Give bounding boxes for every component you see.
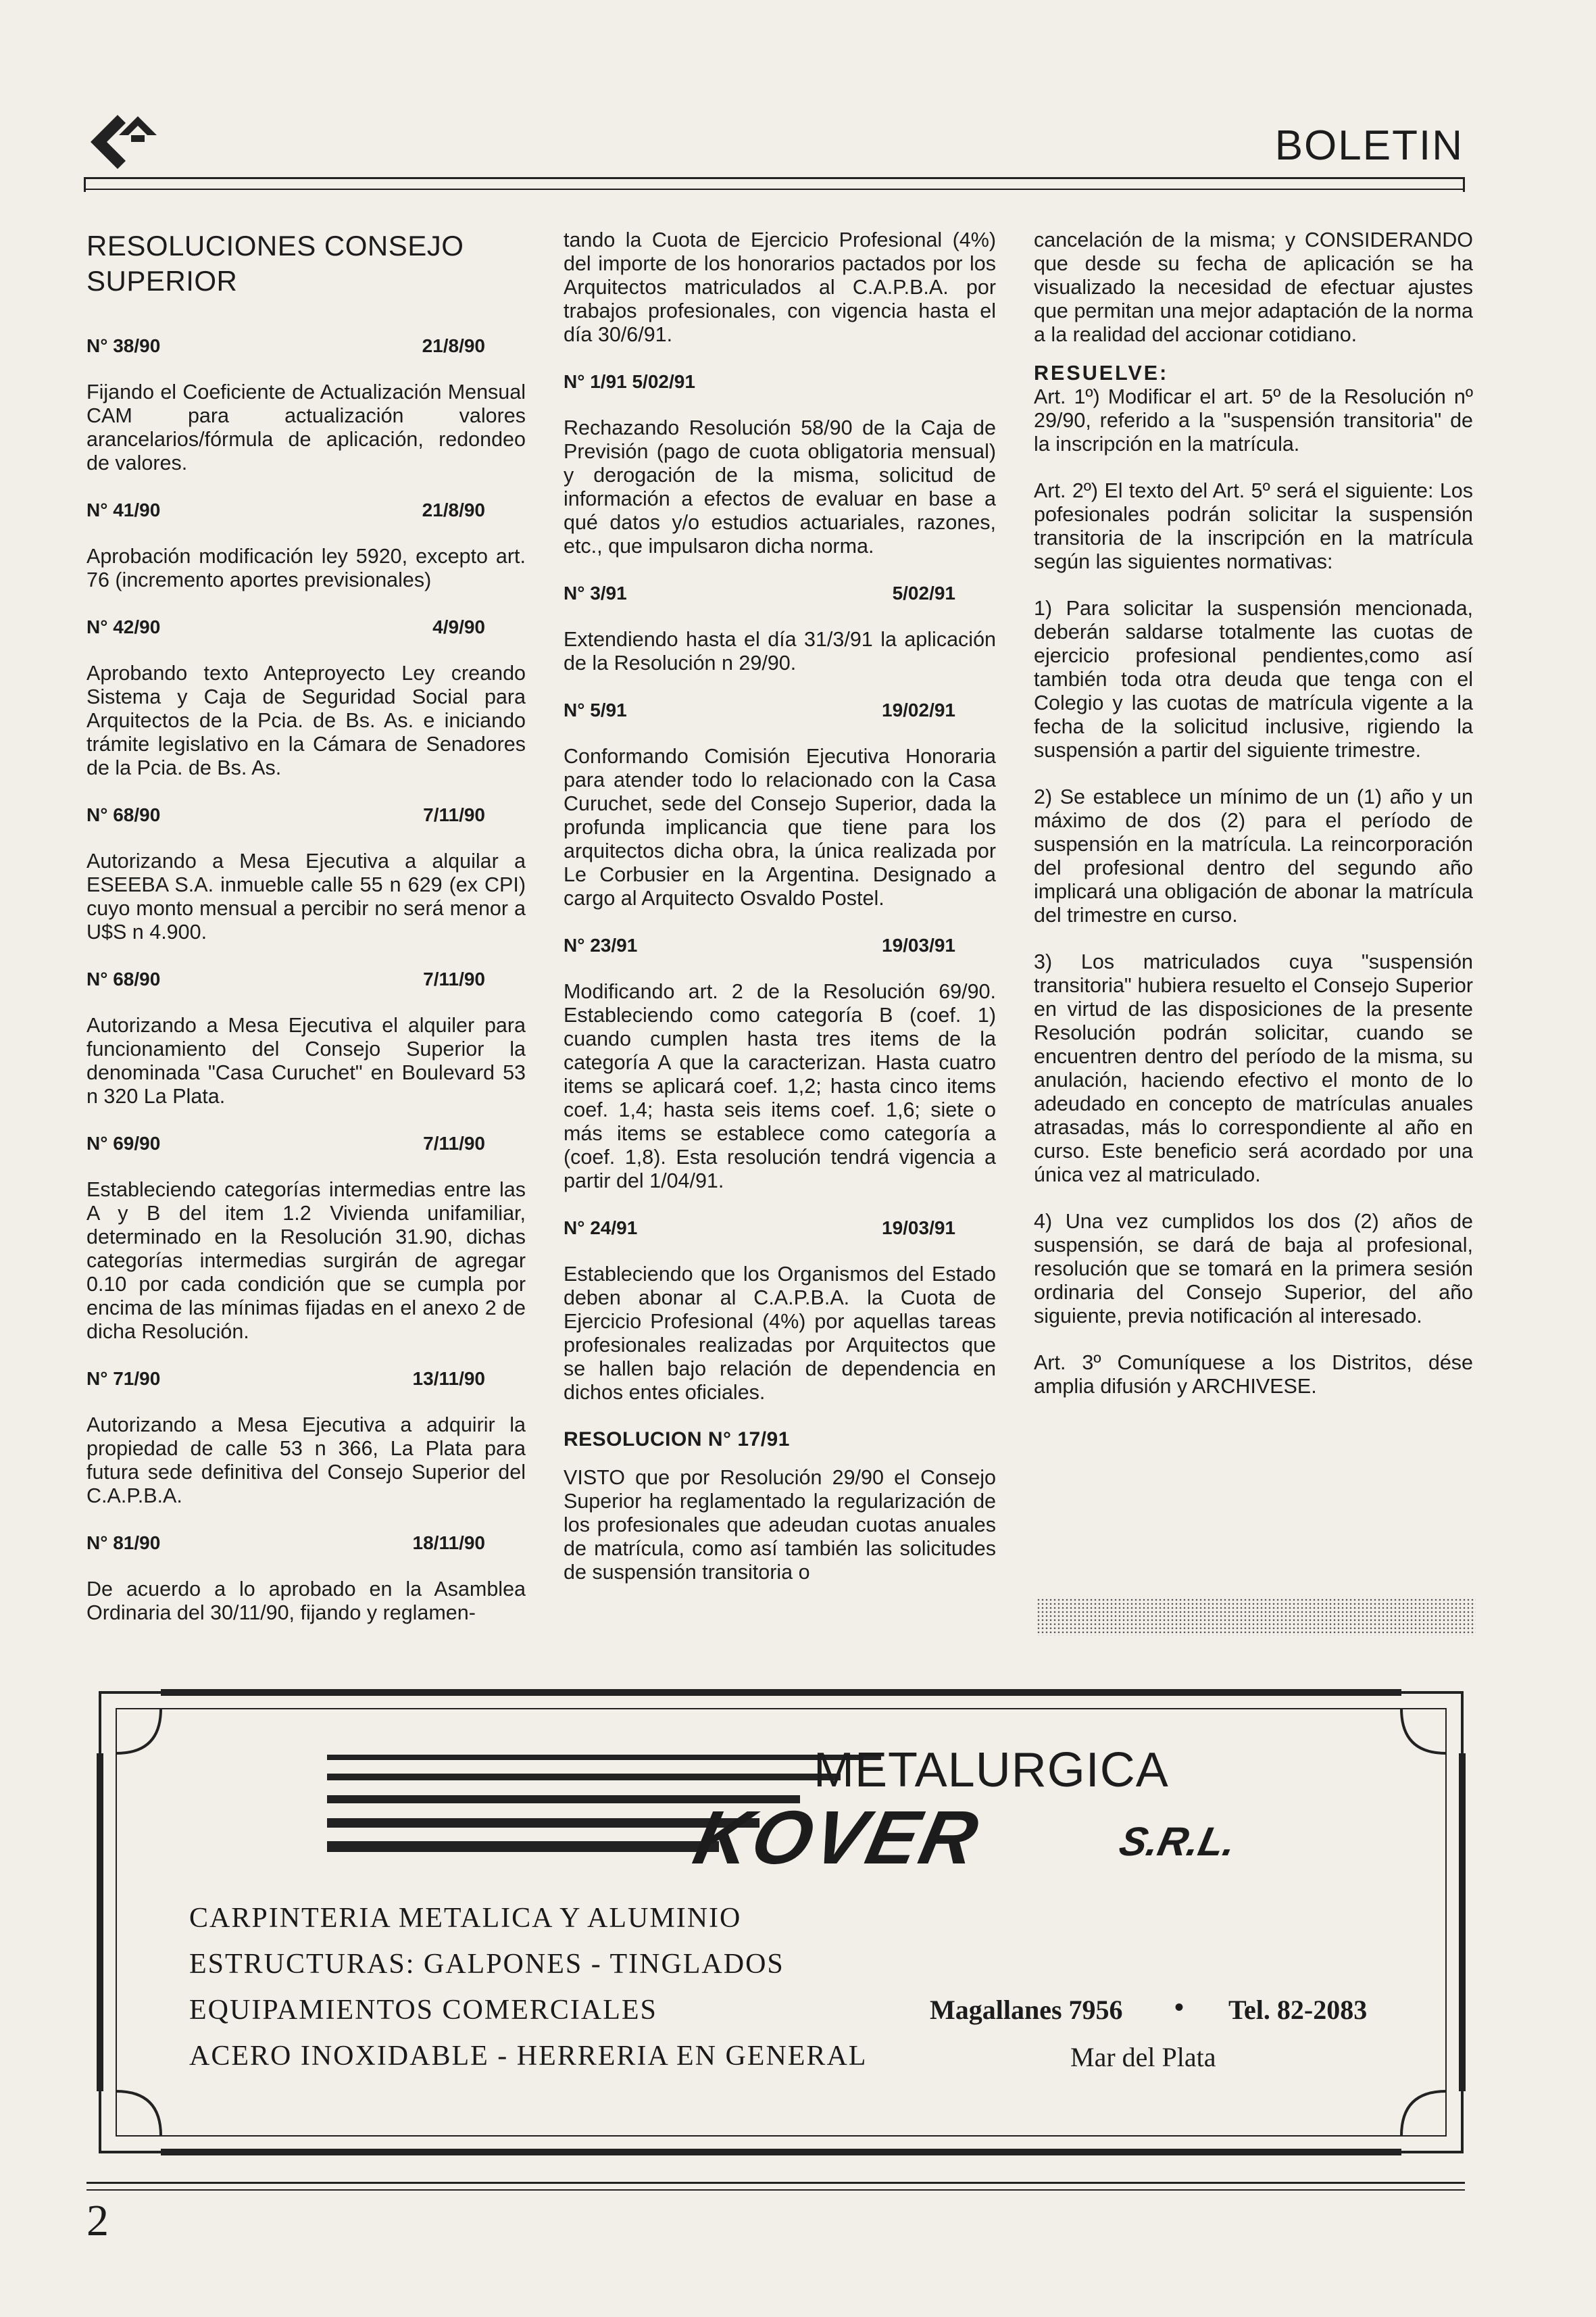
- resolution-entry: [564, 581, 996, 675]
- column-1: [86, 228, 526, 1648]
- norm-1: 1) Para solicitar la suspensión mencionada, deberán saldarse totalmente las cuotas de ejercicio profesional pendientes,como así también toda otra deuda que tenga con el Colegio y las cuotas de matrícula vigente a la fecha de la solicitud inclusive, rigiendo la suspensión a partir del siguiente trimestre.: [1034, 597, 1473, 762]
- entry-header: [86, 1367, 526, 1390]
- advert-line-1: CARPINTERIA METALICA Y ALUMINIO: [189, 1903, 742, 1934]
- entry-header: [564, 581, 996, 605]
- norm-2: 2) Se establece un mínimo de un (1) año y un máximo de dos (2) para el período de suspensión en la matrícula. La reincorporación del profesional dentro del segundo año implicará una obligación de abonar la matrícula del trimestre en curso.: [1034, 785, 1473, 927]
- entry-text: Estableciendo categorías intermedias entre las A y B del item 1.2 Vivienda unifamiliar, determinado en la Resolución 31.90, dichas categorías intermedias surgirán de agregar 0.10 por cada condición que se cumpla por encima de las mínimas fijadas en el anexo 2 de dicha Resolución.: [86, 1178, 526, 1343]
- advert-line-4: ACERO INOXIDABLE - HERRERIA EN GENERAL: [189, 2041, 868, 2072]
- entry-date: 7/11/90: [423, 804, 485, 825]
- entry-number: N° 42/90: [86, 616, 161, 637]
- entry-number: N° 3/91: [564, 583, 627, 604]
- norm-3: 3) Los matriculados cuya "suspensión transitoria" hubiera resuelto el Consejo Superior en virtud de las disposiciones de la presente Resolución podrán solicitar, cuando se encuentren dentro del período de la misma, su anulación, haciendo efectivo el monto de lo adeudado en concepto de matrículas anuales atrasadas, más lo correspondiente al año en curso. Este beneficio será acordado por una única vez al matriculado.: [1034, 950, 1473, 1186]
- entry-header: [564, 1216, 996, 1240]
- entry-number: N° 38/90: [86, 335, 161, 356]
- entry-header: [564, 370, 996, 393]
- entry-number: N° 23/91: [564, 935, 638, 956]
- entry-date: 21/8/90: [422, 335, 485, 356]
- entry-header: [86, 498, 526, 522]
- entry-number: N° 1/91 5/02/91: [564, 371, 695, 392]
- entry-text: De acuerdo a lo aprobado en la Asamblea Ordinaria del 30/11/90, fijando y reglamen-: [86, 1578, 526, 1624]
- entry-header: [86, 803, 526, 827]
- entry-text: Aprobación modificación ley 5920, excepto art. 76 (incremento aportes previsionales): [86, 545, 526, 591]
- resolution-entry: [86, 803, 526, 944]
- entry-date: 7/11/90: [423, 969, 485, 990]
- entry-header: [564, 933, 996, 957]
- article-1: Art. 1º) Modificar el art. 5º de la Resolución nº 29/90, referido a la "suspensión transitoria" de la inscripción en la matrícula.: [1034, 385, 1473, 456]
- header-title: BOLETIN: [1274, 122, 1464, 169]
- entry-number: N° 68/90: [86, 969, 161, 990]
- entry-text: Autorizando a Mesa Ejecutiva el alquiler para funcionamiento del Consejo Superior la denominada "Casa Curuchet" en Boulevard 53 n 320 La Plata.: [86, 1014, 526, 1108]
- resolution-entry: [86, 334, 526, 475]
- resolution-entry: [86, 1367, 526, 1508]
- entry-header: [86, 1531, 526, 1555]
- entry-date: 4/9/90: [432, 616, 485, 637]
- resolution-entry: [86, 498, 526, 592]
- entry-date: 13/11/90: [412, 1368, 485, 1389]
- entry-date: 19/03/91: [882, 1217, 955, 1238]
- entry-number: N° 71/90: [86, 1368, 161, 1389]
- resolution-entry: [564, 698, 996, 910]
- norm-4: 4) Una vez cumplidos los dos (2) años de suspensión, se dará de baja al profesional, resolución que se tomará en la primera sesión ordinaria del Consejo Superior, del año siguiente, previa notificación al interesado.: [1034, 1210, 1473, 1327]
- entry-header: [86, 334, 526, 358]
- entry-text: Autorizando a Mesa Ejecutiva a adquirir la propiedad de calle 53 n 366, La Plata para futura sede definitiva del Consejo Superior del C.A.P.B.A.: [86, 1413, 526, 1507]
- resolution-entry: [564, 370, 996, 558]
- entry-text: Fijando el Coeficiente de Actualización Mensual CAM para actualización valores arancelarios/fórmula de aplicación, redondeo de valores.: [86, 381, 526, 474]
- entry-text: Rechazando Resolución 58/90 de la Caja de Previsión (pago de cuota obligatoria mensual) y derogación de la misma, solicitud de información a efectos de evaluar en base a qué datos y/o estudios actuariales, razones, etc., que impulsaron dicha norma.: [564, 416, 996, 558]
- entry-date: 19/03/91: [882, 935, 955, 956]
- column-2: [564, 228, 996, 1607]
- boletin-logo-icon: [84, 101, 165, 182]
- advert-city: Mar del Plata: [1070, 2042, 1216, 2072]
- continuation-text: cancelación de la misma; y CONSIDERANDO que desde su fecha de aplicación se ha visualizado la necesidad de efectuar ajustes que permitan una mejor adaptación de la norma a la realidad del accionar cotidiano.: [1034, 228, 1473, 346]
- entry-text: Modificando art. 2 de la Resolución 69/90. Estableciendo como categoría B (coef. 1) cuando cumplen hasta tres items de la categoría A que la caracterizan. Hasta cuatro items se aplicará coef. 1,2; hasta cinco items coef. 1,4; hasta seis items coef. 1,6; siete o más items se establece como categoría a (coef. 1,8). Esta resolución tendrá vigencia a partir del 1/04/91.: [564, 980, 996, 1192]
- brand-suffix: S.R.L.: [1115, 1819, 1241, 1864]
- resolucion-title: RESOLUCION N° 17/91: [564, 1428, 790, 1450]
- section-title: RESOLUCIONES CONSEJO SUPERIOR: [86, 230, 464, 297]
- dotted-separator: [1037, 1598, 1476, 1636]
- header-rule: [84, 177, 1465, 192]
- entry-header: [564, 698, 996, 722]
- entry-header: [86, 1131, 526, 1155]
- resuelve-heading: RESUELVE:: [1034, 362, 1169, 385]
- resolution-entry: [86, 615, 526, 780]
- advert-phone: Tel. 82-2083: [1228, 1995, 1368, 2025]
- entry-text: Autorizando a Mesa Ejecutiva a alquilar a ESEEBA S.A. inmueble calle 55 n 629 (ex CPI) cuyo monto mensual a percibir no será menor a U$S n 4.900.: [86, 850, 526, 944]
- entry-number: N° 68/90: [86, 804, 161, 825]
- entries-list: [564, 370, 996, 1405]
- advert-line-3: EQUIPAMIENTOS COMERCIALES: [189, 1995, 657, 2026]
- entry-date: 18/11/90: [412, 1532, 485, 1553]
- entries-list: [86, 334, 526, 1625]
- resolution-entry: [86, 1131, 526, 1344]
- footer-rule: [86, 2182, 1465, 2184]
- entry-number: N° 24/91: [564, 1217, 638, 1238]
- entry-number: N° 5/91: [564, 700, 627, 721]
- page-number: 2: [86, 2196, 109, 2245]
- brand-logo: KOVER: [687, 1795, 988, 1880]
- advert-address: Magallanes 7956: [930, 1995, 1123, 2025]
- entry-text: Extendiendo hasta el día 31/3/91 la aplicación de la Resolución n 29/90.: [564, 628, 996, 675]
- column-3: [1034, 228, 1473, 1421]
- brand-top: METALURGICA: [814, 1743, 1169, 1797]
- entry-date: 7/11/90: [423, 1133, 485, 1154]
- resolution-entry: [564, 1216, 996, 1405]
- article-2: Art. 2º) El texto del Art. 5º será el siguiente: Los pofesionales podrán solicitar la suspensión transitoria de la inscripción en la matrícula según las siguientes normativas:: [1034, 479, 1473, 573]
- entry-date: 5/02/91: [892, 583, 955, 604]
- advert-line-2: ESTRUCTURAS: GALPONES - TINGLADOS: [189, 1949, 784, 1980]
- bullet-separator: •: [1174, 1992, 1184, 2022]
- resolution-entry: [86, 1531, 526, 1625]
- entry-header: [86, 615, 526, 639]
- entry-date: 19/02/91: [882, 700, 955, 721]
- advertisement: [86, 1679, 1476, 2166]
- entry-number: N° 81/90: [86, 1532, 161, 1553]
- entry-text: Estableciendo que los Organismos del Estado deben abonar al C.A.P.B.A. la Cuota de Ejercicio Profesional (4%) por aquellas tareas profesionales realizadas por Arquitectos que se hallen bajo relación de dependencia en dichos entes oficiales.: [564, 1263, 996, 1404]
- entry-date: 21/8/90: [422, 499, 485, 520]
- resolucion-text: VISTO que por Resolución 29/90 el Consejo Superior ha reglamentado la regularización de los profesionales que adeudan cuotas anuales de matrícula, como así también las solicitudes de suspensión transitoria o: [564, 1466, 996, 1584]
- resolution-entry: [86, 967, 526, 1108]
- article-3: Art. 3º Comuníquese a los Distritos, dése amplia difusión y ARCHIVESE.: [1034, 1351, 1473, 1398]
- entry-header: [86, 967, 526, 991]
- entry-text: Conformando Comisión Ejecutiva Honoraria para atender todo lo relacionado con la Casa Curuchet, sede del Consejo Superior, dada la profunda implicancia que tiene para los arquitectos dicha obra, la única realizada por Le Corbusier en la Argentina. Designado a cargo al Arquitecto Osvaldo Postel.: [564, 745, 996, 910]
- entry-number: N° 69/90: [86, 1133, 161, 1154]
- continuation-text: tando la Cuota de Ejercicio Profesional (4%) del importe de los honorarios pactados por los Arquitectos matriculados al C.A.P.B.A. por trabajos profesionales, con vigencia hasta el día 30/6/91.: [564, 228, 996, 346]
- entry-number: N° 41/90: [86, 499, 161, 520]
- entry-text: Aprobando texto Anteproyecto Ley creando Sistema y Caja de Seguridad Social para Arquitectos de la Pcia. de Bs. As. e iniciando trámite legislativo en la Cámara de Senadores de la Pcia. de Bs. As.: [86, 662, 526, 779]
- resolution-entry: [564, 933, 996, 1193]
